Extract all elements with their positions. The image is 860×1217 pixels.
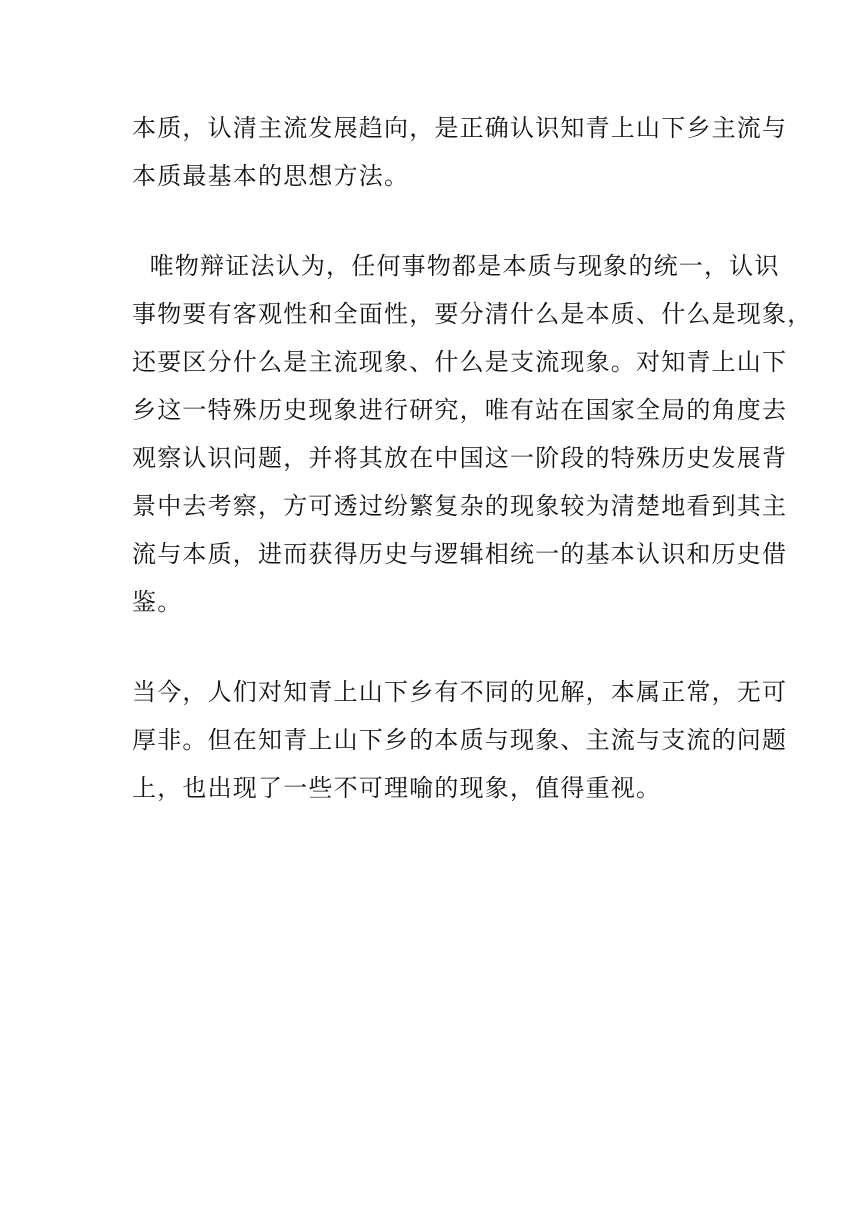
text-line: 还要区分什么是主流现象、什么是支流现象。对知青上山下 — [132, 348, 788, 376]
text-line: 流与本质，进而获得历史与逻辑相统一的基本认识和历史借 — [132, 540, 788, 568]
text-line: 当今，人们对知青上山下乡有不同的见解，本属正常，无可 — [132, 678, 788, 706]
text-line: 上，也出现了一些不可理喻的现象，值得重视。 — [132, 774, 662, 802]
text-line: 唯物辩证法认为，任何事物都是本质与现象的统一，认识 — [132, 252, 780, 280]
text-line: 厚非。但在知青上山下乡的本质与现象、主流与支流的问题 — [132, 726, 788, 754]
document-body — [132, 104, 813, 812]
paragraph-3 — [132, 668, 788, 812]
text-line: 景中去考察，方可透过纷繁复杂的现象较为清楚地看到其主 — [132, 492, 788, 520]
text-line: 本质，认清主流发展趋向，是正确认识知青上山下乡主流与 — [132, 114, 788, 142]
text-line: 观察认识问题，并将其放在中国这一阶段的特殊历史发展背 — [132, 444, 788, 472]
text-line: 乡这一特殊历史现象进行研究，唯有站在国家全局的角度去 — [132, 396, 788, 424]
paragraph-2 — [132, 242, 813, 626]
text-line: 事物要有客观性和全面性，要分清什么是本质、什么是现象， — [132, 300, 813, 328]
text-line: 鉴。 — [132, 588, 183, 616]
paragraph-spacing — [132, 200, 732, 242]
paragraph-spacing — [132, 626, 732, 668]
text-line: 本质最基本的思想方法。 — [132, 162, 410, 190]
paragraph-1 — [132, 104, 788, 200]
